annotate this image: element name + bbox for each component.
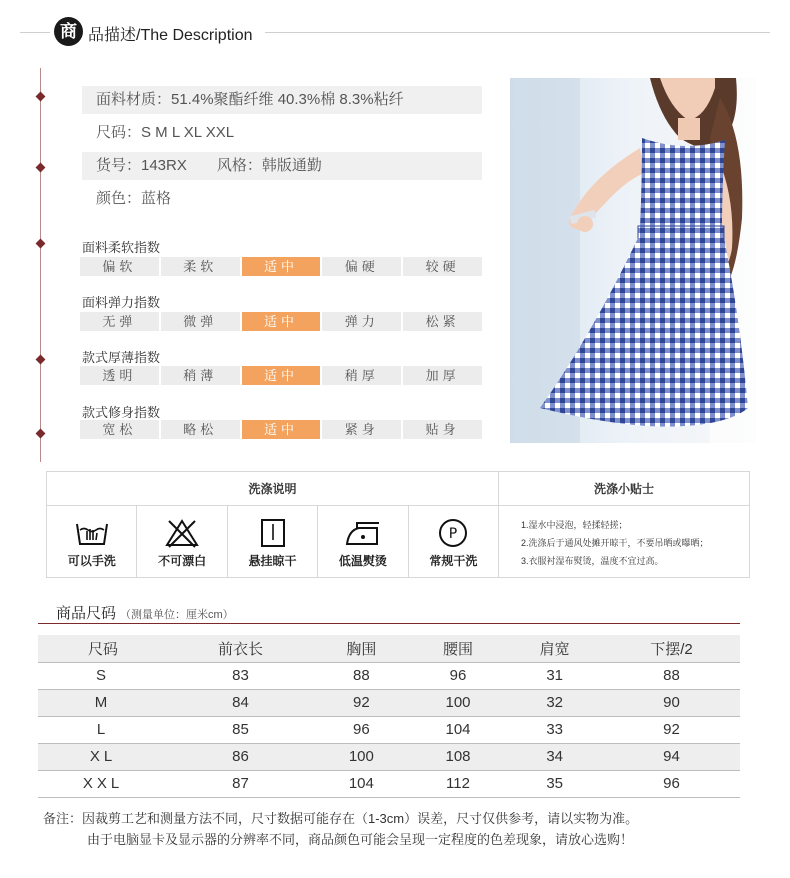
section-title: 品描述/The Description: [88, 27, 253, 44]
measurement-cell: 31: [506, 662, 603, 689]
scale-option: 较硬: [403, 257, 482, 276]
table-row: [38, 689, 740, 716]
timeline-dot: [36, 92, 46, 102]
scale-option-selected: 适中: [242, 366, 321, 385]
scale-title: 款式厚薄指数: [82, 350, 161, 365]
wash-item: [409, 506, 498, 577]
timeline-dot: [36, 163, 46, 173]
size-cell: XXL: [38, 770, 168, 797]
note: [43, 808, 638, 850]
measurement-cell: 96: [313, 716, 410, 743]
hang-dry-icon: [256, 518, 290, 548]
scale-option-selected: 适中: [242, 312, 321, 331]
scale-option: 松紧: [403, 312, 482, 331]
measurement-cell: 87: [168, 770, 313, 797]
wash-symbols: [47, 506, 498, 577]
measurement-cell: 92: [603, 716, 740, 743]
wash-label: 不可漂白: [158, 554, 207, 568]
timeline-dot: [36, 429, 46, 439]
note-line-1: 备注：因裁剪工艺和测量方法不同，尺寸数据可能存在（1-3cm）误差，尺寸仅供参考，请以实物为准。: [43, 811, 639, 826]
size-table-title: [56, 602, 234, 623]
header-line-right: [265, 32, 770, 33]
spec-item-no: 货号：143RX: [96, 157, 187, 174]
scale-option-selected: 适中: [242, 420, 321, 439]
header-line-left: [20, 32, 50, 33]
wash-tips-panel: [499, 472, 749, 577]
spec-style: 风格：韩版通勤: [216, 157, 322, 174]
wash-symbols-panel: [47, 472, 499, 577]
measurement-cell: 94: [603, 743, 740, 770]
wash-title: 洗涤说明: [47, 472, 498, 506]
wash-item: [318, 506, 408, 577]
timeline-dot: [36, 239, 46, 249]
scale-title: 面料弹力指数: [82, 295, 161, 310]
table-row: [38, 716, 740, 743]
measurement-cell: 96: [603, 770, 740, 797]
scale-bar: [80, 420, 482, 439]
scale-option-selected: 适中: [242, 257, 321, 276]
scale-option: 略松: [161, 420, 240, 439]
scale-option: 紧身: [322, 420, 401, 439]
wash-tip: 1.湿水中浸泡，轻揉轻搓；: [521, 520, 628, 530]
scale-bar: [80, 312, 482, 331]
scale-title: 款式修身指数: [82, 405, 161, 420]
wash-label: 可以手洗: [67, 554, 116, 568]
scale-option: 无弹: [80, 312, 159, 331]
wash-tip: 3.衣服衬湿布熨烫，温度不宜过高。: [521, 556, 664, 566]
header-badge: 商: [54, 17, 83, 46]
product-photo: [510, 78, 756, 443]
column-header: 前衣长: [168, 635, 313, 662]
low-iron-icon: [343, 518, 383, 548]
wash-item: [228, 506, 318, 577]
washing-instructions: [46, 471, 750, 578]
timeline-line: [40, 68, 41, 462]
scale-option: 贴身: [403, 420, 482, 439]
column-header: 肩宽: [506, 635, 603, 662]
measurement-cell: 83: [168, 662, 313, 689]
wash-label: 常规干洗: [429, 554, 478, 568]
scale-option: 稍厚: [322, 366, 401, 385]
table-row: [38, 743, 740, 770]
scale-option: 宽松: [80, 420, 159, 439]
column-header: 腰围: [410, 635, 507, 662]
scale-option: 柔软: [161, 257, 240, 276]
wash-tips: [499, 506, 749, 570]
scale-option: 稍薄: [161, 366, 240, 385]
measurement-cell: 96: [410, 662, 507, 689]
svg-text:P: P: [449, 526, 458, 542]
scale-option: 加厚: [403, 366, 482, 385]
measurement-cell: 33: [506, 716, 603, 743]
size-table-header: [38, 635, 740, 662]
measurement-cell: 108: [410, 743, 507, 770]
no-bleach-icon: [165, 518, 199, 548]
wash-item: [47, 506, 137, 577]
scale-option: 偏软: [80, 257, 159, 276]
scale-title: 面料柔软指数: [82, 240, 161, 255]
size-cell: S: [38, 662, 168, 689]
measurement-cell: 100: [410, 689, 507, 716]
measurement-cell: 104: [313, 770, 410, 797]
measurement-cell: 34: [506, 743, 603, 770]
measurement-cell: 86: [168, 743, 313, 770]
spec-color: 颜色：蓝格: [96, 190, 172, 207]
scale-bar: [80, 366, 482, 385]
size-cell: M: [38, 689, 168, 716]
scale-option: 微弹: [161, 312, 240, 331]
measurement-cell: 100: [313, 743, 410, 770]
wash-tips-title: 洗涤小贴士: [499, 472, 749, 506]
measurement-cell: 104: [410, 716, 507, 743]
spec-material: 面料材质：51.4%聚酯纤维 40.3%棉 8.3%粘纤: [82, 86, 482, 114]
product-photo-illustration: [510, 78, 756, 443]
note-line-2: 由于电脑显卡及显示器的分辨率不同，商品颜色可能会呈现一定程度的色差现象，请放心选购！: [87, 832, 634, 847]
size-divider: [38, 623, 740, 624]
wash-item: [137, 506, 227, 577]
measurement-cell: 32: [506, 689, 603, 716]
wash-tip: 2.洗涤后于通风处摊开晾干，不要吊晒或曝晒；: [521, 538, 709, 548]
size-cell: L: [38, 716, 168, 743]
size-table: [38, 635, 740, 798]
scale-option: 弹力: [322, 312, 401, 331]
column-header: 尺码: [38, 635, 168, 662]
scale-option: 偏硬: [322, 257, 401, 276]
table-row: [38, 662, 740, 689]
dry-clean-icon: [436, 518, 470, 548]
size-title-text: 商品尺码: [56, 605, 117, 622]
spec-size: 尺码：S M L XL XXL: [96, 124, 235, 141]
table-row: [38, 770, 740, 797]
timeline-dot: [36, 355, 46, 365]
measurement-cell: 90: [603, 689, 740, 716]
wash-label: 低温熨烫: [338, 554, 387, 568]
column-header: 下摆/2: [603, 635, 740, 662]
spec-item-and-style: [82, 152, 482, 180]
size-cell: XL: [38, 743, 168, 770]
measurement-cell: 92: [313, 689, 410, 716]
scale-bar: [80, 257, 482, 276]
size-unit: （测量单位：厘米cm）: [120, 609, 234, 621]
scale-option: 透明: [80, 366, 159, 385]
measurement-cell: 88: [603, 662, 740, 689]
measurement-cell: 35: [506, 770, 603, 797]
measurement-cell: 88: [313, 662, 410, 689]
column-header: 胸围: [313, 635, 410, 662]
hand-wash-icon: [75, 518, 109, 548]
measurement-cell: 84: [168, 689, 313, 716]
measurement-cell: 112: [410, 770, 507, 797]
measurement-cell: 85: [168, 716, 313, 743]
wash-label: 悬挂晾干: [248, 554, 297, 568]
